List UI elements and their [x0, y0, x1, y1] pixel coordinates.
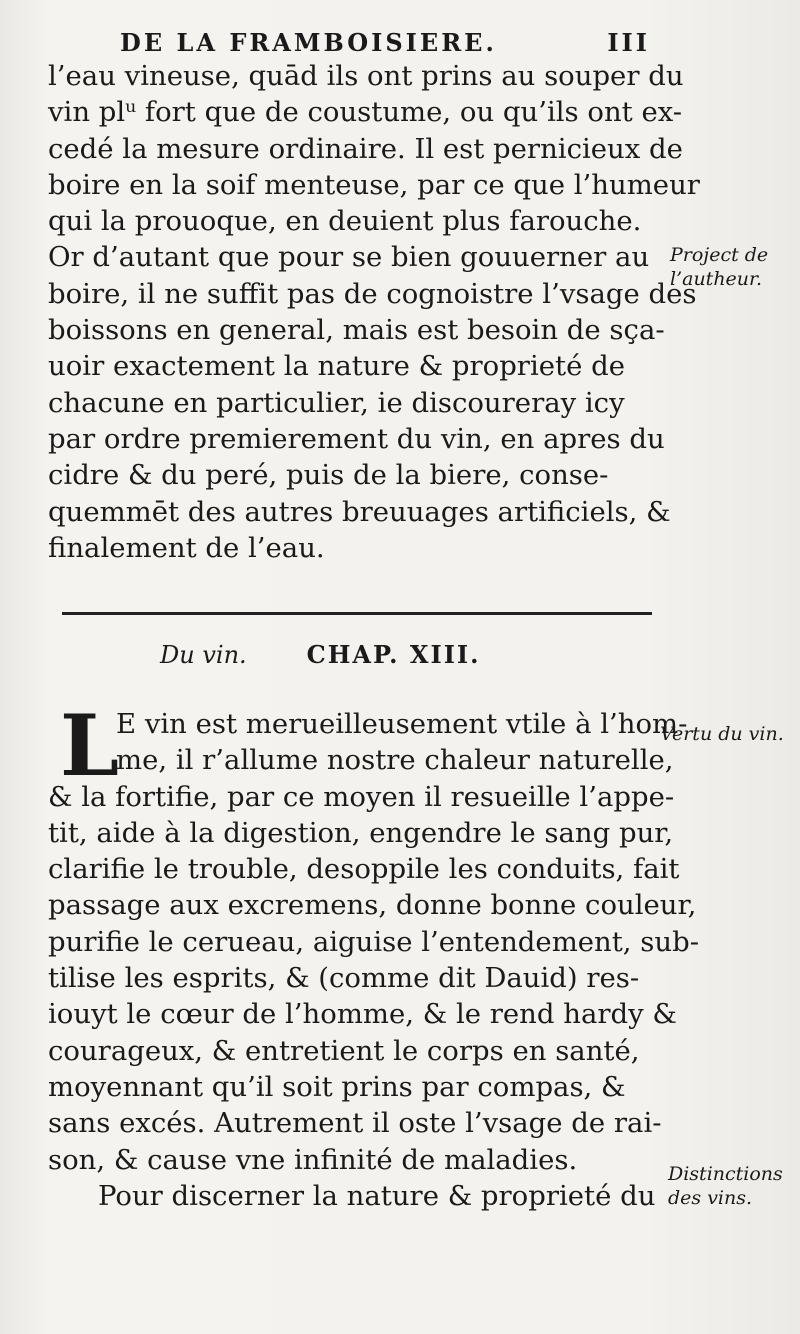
- text-line: passage aux excremens, donne bonne couleur,: [48, 889, 697, 922]
- text-line: me, il r’allume nostre chaleur naturelle,: [116, 744, 674, 777]
- margin-note-line: des vins.: [668, 1187, 753, 1209]
- margin-note-line: l’autheur.: [670, 268, 763, 290]
- text-line: par ordre premierement du vin, en apres du: [48, 422, 665, 455]
- text-line: moyennant qu’il soit prins par compas, &: [48, 1070, 626, 1103]
- text-line: boissons en general, mais est besoin de sça-: [48, 314, 665, 347]
- text-line: qui la prouoque, en deuient plus farouche.: [48, 205, 642, 238]
- text-line: Pour discerner la nature & proprieté du: [98, 1179, 656, 1212]
- margin-note: [668, 1162, 783, 1210]
- text-line: finalement de l’eau.: [48, 531, 325, 564]
- margin-note-line: Project de: [670, 244, 769, 266]
- text-line: cidre & du peré, puis de la biere, conse-: [48, 459, 609, 492]
- text-line: tit, aide à la digestion, engendre le sang pur,: [48, 816, 674, 849]
- text-line: courageux, & entretient le corps en santé,: [48, 1034, 640, 1067]
- running-title: DE LA FRAMBOISIERE.: [120, 28, 497, 57]
- text-line: boire, il ne suffit pas de cognoistre l’vsage des: [48, 277, 697, 310]
- text-line: boire en la soif menteuse, par ce que l’humeur: [48, 168, 700, 201]
- drop-cap: L: [60, 696, 120, 795]
- text-line: vin plᵘ fort que de coustume, ou qu’ils ont ex-: [48, 96, 683, 129]
- text-line: purifie le cerueau, aiguise l’entendement, sub-: [48, 925, 700, 958]
- chapter-number: CHAP. XIII.: [306, 640, 481, 669]
- chapter-heading: [160, 640, 560, 669]
- text-line: & la fortifie, par ce moyen il resueille l’appe-: [48, 780, 675, 813]
- text-line: Or d’autant que pour se bien gouuerner au: [48, 241, 650, 274]
- text-line: l’eau vineuse, quād ils ont prins au souper du: [48, 60, 684, 92]
- margin-note: [660, 722, 784, 746]
- chapter-subject: Du vin.: [160, 641, 247, 669]
- margin-note: [670, 243, 768, 291]
- text-line: quemmēt des autres breuuages artificiels, &: [48, 495, 671, 528]
- running-header: [120, 28, 650, 57]
- text-line: sans excés. Autrement il oste l’vsage de rai-: [48, 1107, 662, 1140]
- text-line: son, & cause vne infinité de maladies.: [48, 1143, 578, 1176]
- text-line: iouyt le cœur de l’homme, & le rend hardy &: [48, 998, 677, 1031]
- text-line: tilise les esprits, & (comme dit Dauid) res-: [48, 962, 640, 995]
- text-line: cedé la mesure ordinaire. Il est pernicieux de: [48, 132, 683, 165]
- page-number: III: [607, 28, 650, 57]
- section-divider: [62, 612, 652, 615]
- text-block-1: [48, 58, 700, 566]
- text-line: clarifie le trouble, desoppile les conduits, fait: [48, 853, 680, 886]
- text-line: uoir exactement la nature & proprieté de: [48, 350, 625, 383]
- margin-note-line: Distinctions: [668, 1163, 783, 1185]
- text-block-2: [48, 696, 700, 1214]
- margin-note-line: Vertu du vin.: [660, 723, 784, 745]
- text-line: chacune en particulier, ie discoureray icy: [48, 386, 625, 419]
- text-line: E vin est merueilleusement vtile à l’hom-: [116, 708, 688, 740]
